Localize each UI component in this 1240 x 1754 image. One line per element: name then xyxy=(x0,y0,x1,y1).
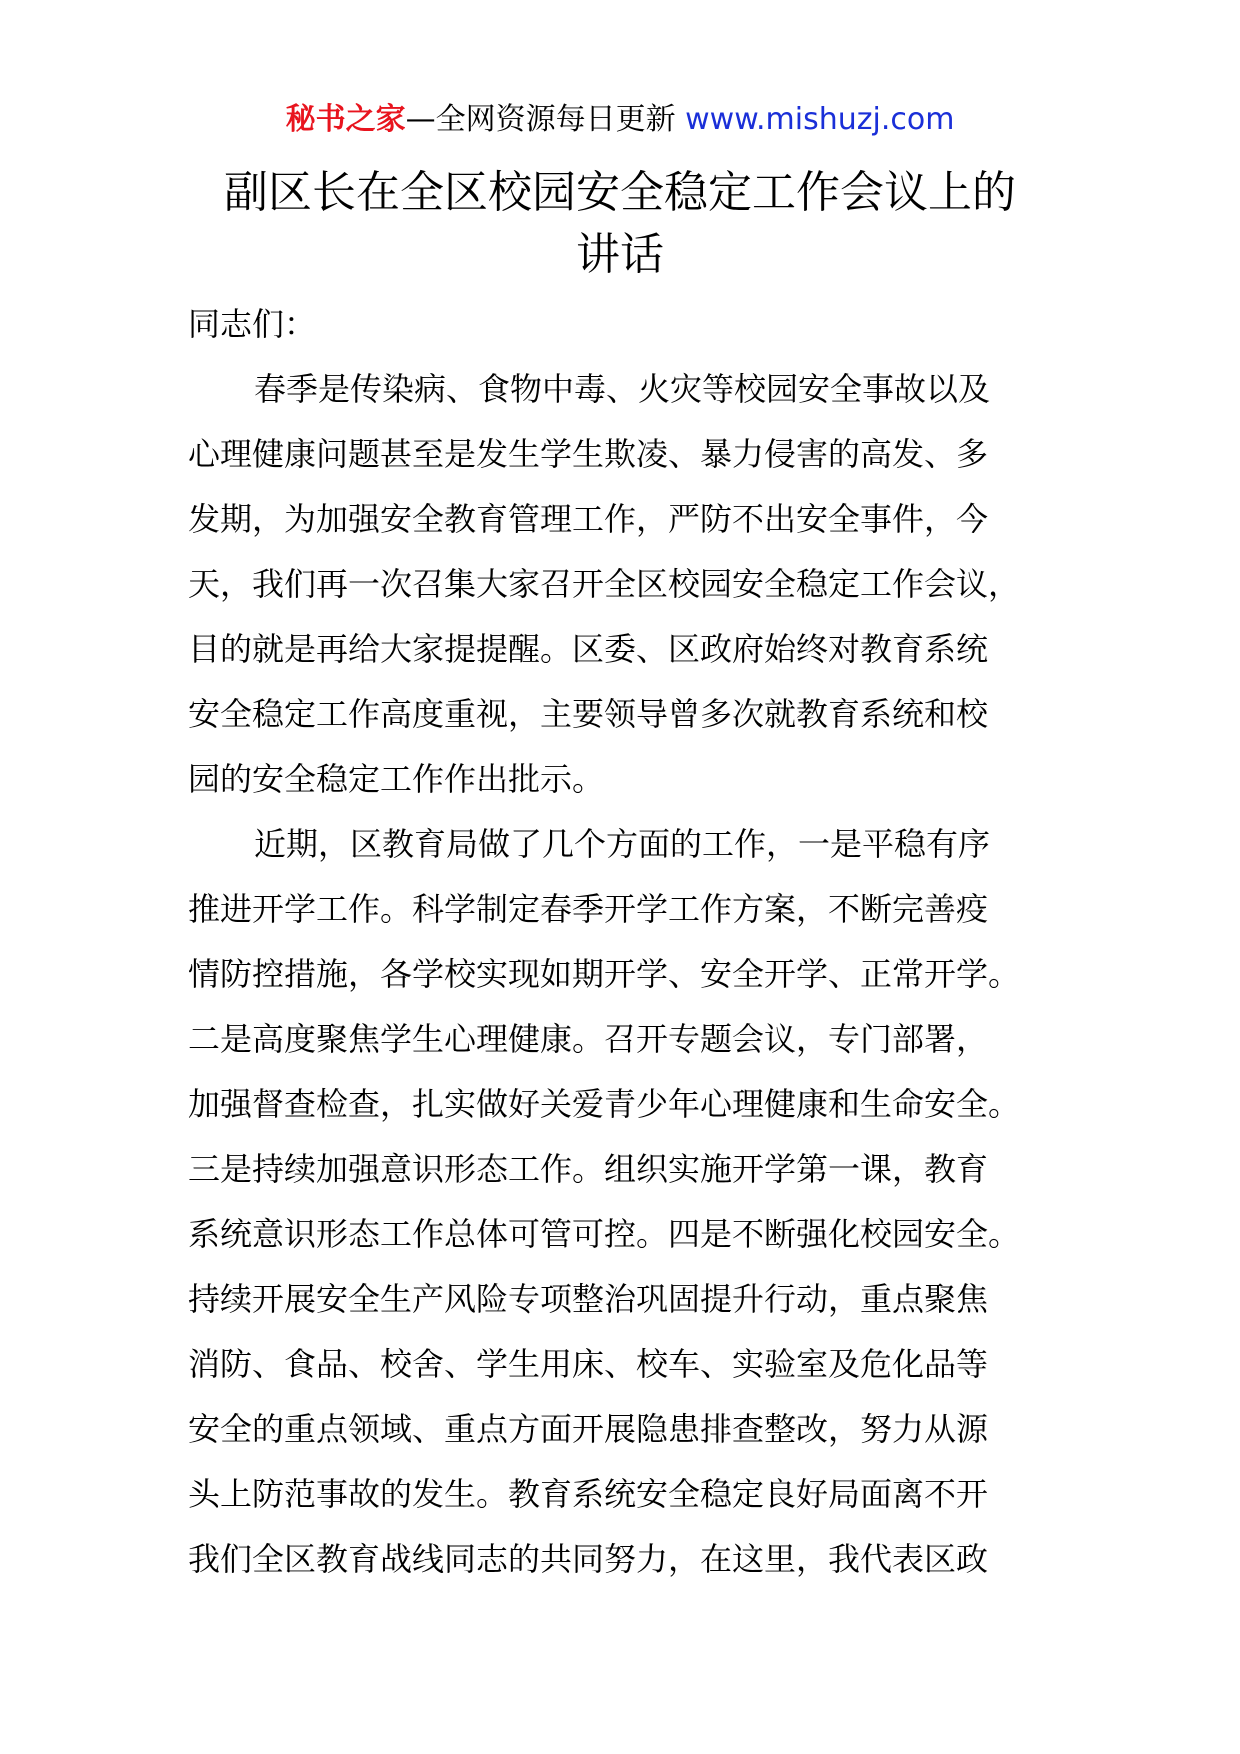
paragraph-line: 心理健康问题甚至是发生学生欺凌、暴力侵害的高发、多 xyxy=(188,435,989,473)
paragraph-line: 消防、食品、校舍、学生用床、校车、实验室及危化品等 xyxy=(188,1345,989,1383)
paragraph-line: 园的安全稳定工作作出批示。 xyxy=(188,760,605,798)
paragraph-line: 头上防范事故的发生。教育系统安全稳定良好局面离不开 xyxy=(188,1475,989,1513)
paragraph-line: 近期，区教育局做了几个方面的工作，一是平稳有序 xyxy=(254,825,991,863)
paragraph-line: 安全稳定工作高度重视，主要领导曾多次就教育系统和校 xyxy=(188,695,989,733)
paragraph-line: 二是高度聚焦学生心理健康。召开专题会议，专门部署， xyxy=(188,1020,989,1058)
paragraph-line: 目的就是再给大家提提醒。区委、区政府始终对教育系统 xyxy=(188,630,989,668)
paragraph-line: 系统意识形态工作总体可管可控。四是不断强化校园安全。 xyxy=(188,1215,1021,1253)
site-header xyxy=(0,100,1240,140)
paragraph-line: 推进开学工作。科学制定春季开学工作方案，不断完善疫 xyxy=(188,890,989,928)
paragraph-line: 天，我们再一次召集大家召开全区校园安全稳定工作会议， xyxy=(188,565,1021,603)
paragraph-line: 发期，为加强安全教育管理工作，严防不出安全事件，今 xyxy=(188,500,989,538)
paragraph-line: 安全的重点领域、重点方面开展隐患排查整改，努力从源 xyxy=(188,1410,989,1448)
document-title xyxy=(120,162,1120,286)
title-line-2: 讲话 xyxy=(576,229,664,280)
speech-body xyxy=(188,292,1058,1592)
paragraph-line: 持续开展安全生产风险专项整治巩固提升行动，重点聚焦 xyxy=(188,1280,989,1318)
paragraph-line: 三是持续加强意识形态工作。组织实施开学第一课，教育 xyxy=(188,1150,989,1188)
paragraph-line: 我们全区教育战线同志的共同努力，在这里，我代表区政 xyxy=(188,1540,989,1578)
header-tagline: —全网资源每日更新 xyxy=(405,102,686,137)
brand-name: 秘书之家 xyxy=(285,102,406,137)
paragraph-line: 加强督查检查，扎实做好关爱青少年心理健康和生命安全。 xyxy=(188,1085,1021,1123)
greeting: 同志们： xyxy=(188,305,317,343)
site-url-link[interactable]: www.mishuzj.com xyxy=(685,102,955,137)
paragraph-line: 春季是传染病、食物中毒、火灾等校园安全事故以及 xyxy=(254,370,991,408)
title-line-1: 副区长在全区校园安全稳定工作会议上的 xyxy=(224,167,1016,218)
paragraph-line: 情防控措施，各学校实现如期开学、安全开学、正常开学。 xyxy=(188,955,1021,993)
